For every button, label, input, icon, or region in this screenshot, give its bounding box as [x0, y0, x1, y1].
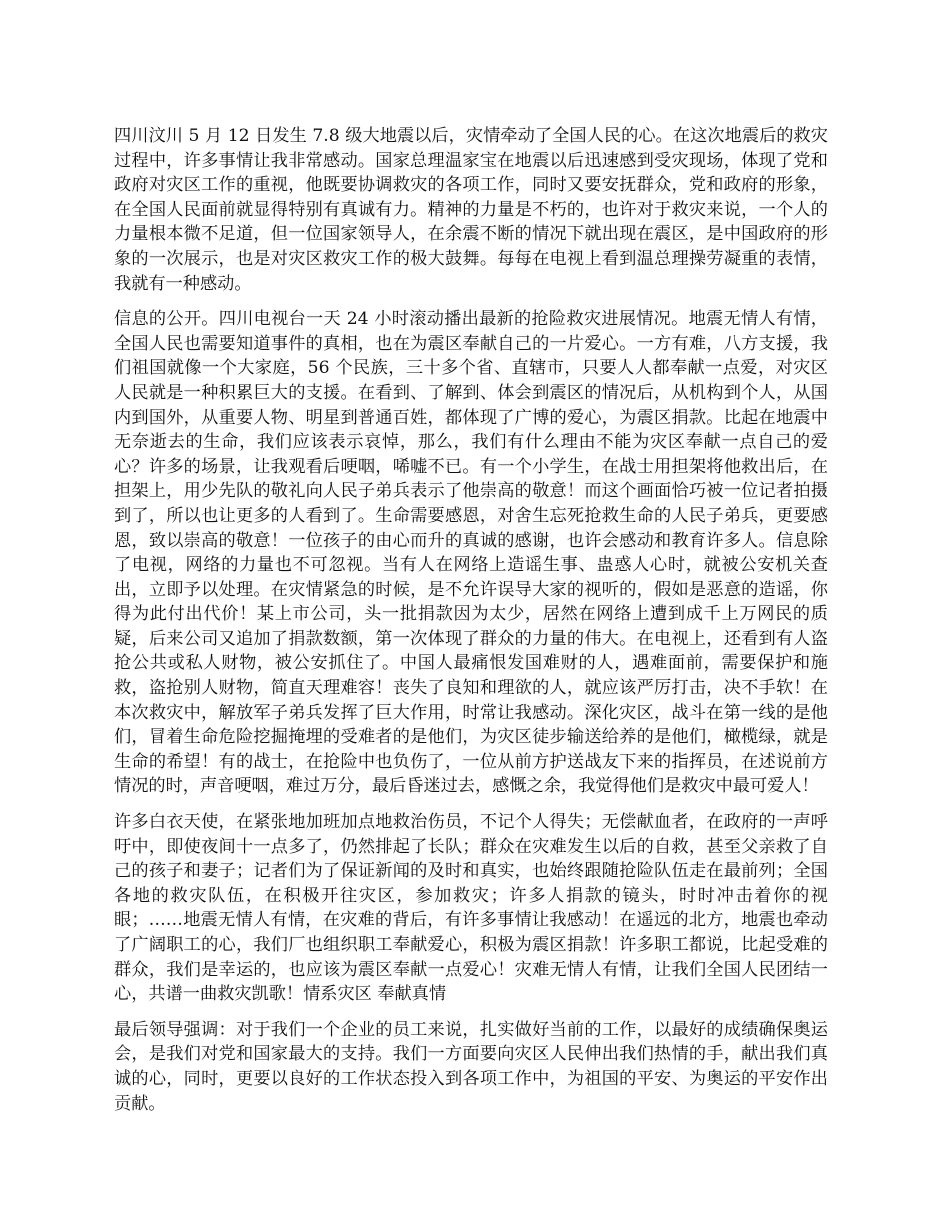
- paragraph-information-openness: 信息的公开。四川电视台一天 24 小时滚动播出最新的抢险救灾进展情况。地震无情人有情，全国人民也需要知道事件的真相，也在为震区奉献自己的一片爱心。一方有难，八方支援，我们祖国就像一个大家庭，56 个民族，三十多个省、直辖市，只要人人都奉献一点爱，对灾区人民就是一种积累巨大的支援。在看到、了解到、体会到震区的情况后，从机构到个人，从国内到国外，从重要人物、明星到普通百姓，都体现了广博的爱心，为震区捐款。比起在地震中无奈逝去的生命，我们应该表示哀悼，那么，我们有什么理由不能为灾区奉献一点自己的爱心？许多的场景，让我观看后哽咽，唏嘘不已。有一个小学生，在战士用担架将他救出后，在担架上，用少先队的敬礼向人民子弟兵表示了他崇高的敬意！而这个画面恰巧被一位记者拍摄到了，所以也让更多的人看到了。生命需要感恩，对舍生忘死抢救生命的人民子弟兵，更要感恩，致以崇高的敬意！一位孩子的由心而升的真诚的感谢，也许会感动和教育许多人。信息除了电视，网络的力量也不可忽视。当有人在网络上造谣生事、蛊惑人心时，就被公安机关查出，立即予以处理。在灾情紧急的时候，是不允许误导大家的视听的，假如是恶意的造谣，你得为此付出代价！某上市公司，头一批捐款因为太少，居然在网络上遭到成千上万网民的质疑，后来公司又追加了捐款数额，第一次体现了群众的力量的伟大。在电视上，还看到有人盗抢公共或私人财物，被公安抓住了。中国人最痛恨发国难财的人，遇难面前，需要保护和施救，盗抢别人财物，简直天理难容！丧失了良知和理欲的人，就应该严厉打击，决不手软！在本次救灾中，解放军子弟兵发挥了巨大作用，时常让我感动。深化灾区，战斗在第一线的是他们，冒着生命危险挖掘掩埋的受难者的是他们，为灾区徒步输送给养的是他们，橄榄绿，就是生命的希望！有的战士，在抢险中也负伤了，一位从前方护送战友下来的指挥员，在述说前方情况的时，声音哽咽，难过万分，最后昏迷过去，感慨之余，我觉得他们是救灾中最可爱人！: [114, 309, 828, 797]
- paragraph-earthquake-relief: 四川汶川 5 月 12 日发生 7.8 级大地震以后，灾情牵动了全国人民的心。在这次地震后的救灾过程中，许多事情让我非常感动。国家总理温家宝在地震以后迅速感到受灾现场，体现了党和政府对灾区工作的重视，他既要协调救灾的各项工作，同时又要安抚群众，党和政府的形象，在全国人民面前就显得特别有真诚有力。精神的力量是不朽的，也许对于救灾来说，一个人的力量根本微不足道，但一位国家领导人，在余震不断的情况下就出现在震区，是中国政府的形象的一次展示，也是对灾区救灾工作的极大鼓舞。每每在电视上看到温总理操劳凝重的表情，我就有一种感动。: [114, 126, 828, 294]
- document-body: [114, 124, 828, 1127]
- paragraph-white-angels: 许多白衣天使，在紧张地加班加点地救治伤员，不记个人得失；无偿献血者，在政府的一声呼吁中，即使夜间十一点多了，仍然排起了长队；群众在灾难发生以后的自救，甚至父亲救了自己的孩子和妻子；记者们为了保证新闻的及时和真实，也始终跟随抢险队伍走在最前列；全国各地的救灾队伍，在积极开往灾区，参加救灾；许多人捐款的镜头，时时冲击着你的视眼；……地震无情人有情，在灾难的背后，有许多事情让我感动！在遥远的北方，地震也牵动了广阔职工的心，我们厂也组织职工奉献爱心，积极为震区捐款！许多职工都说，比起受难的群众，我们是幸运的，也应该为震区奉献一点爱心！灾难无情人有情，让我们全国人民团结一心，共谱一曲救灾凯歌！情系灾区 奉献真情: [114, 812, 828, 1005]
- paragraph-leader-emphasis: 最后领导强调：对于我们一个企业的员工来说，扎实做好当前的工作，以最好的成绩确保奥运会，是我们对党和国家最大的支持。我们一方面要向灾区人民伸出我们热情的手，献出我们真诚的心，同时，更要以良好的工作状态投入到各项工作中，为祖国的平安、为奥运的平安作出贡献。: [114, 1019, 828, 1114]
